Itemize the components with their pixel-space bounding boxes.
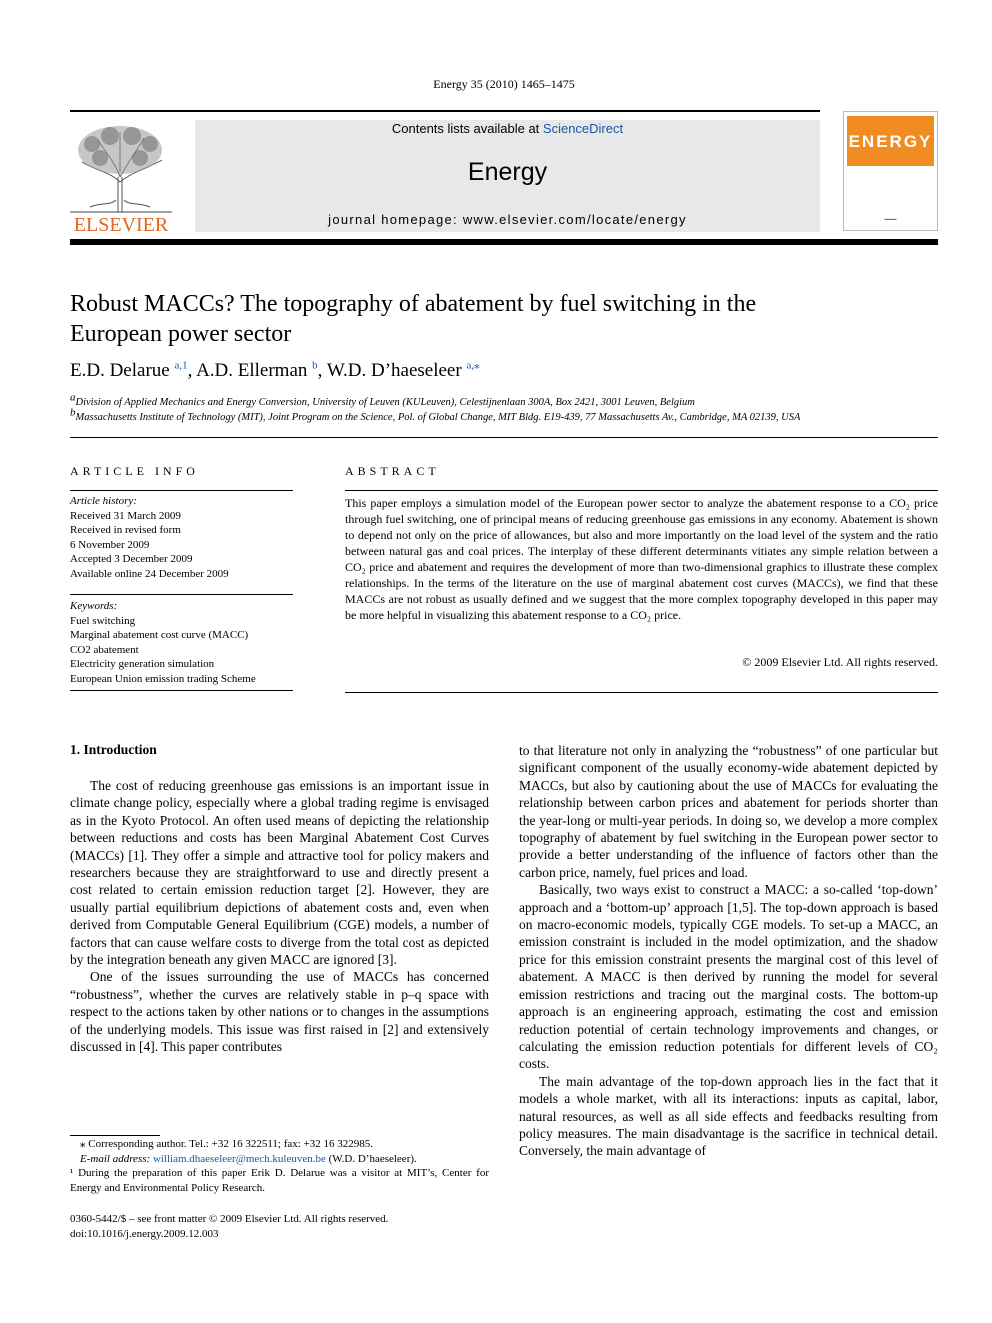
divider xyxy=(345,692,938,693)
divider xyxy=(70,690,293,691)
keywords-label: Keywords: xyxy=(70,600,118,612)
divider xyxy=(70,437,938,438)
history-item: Available online 24 December 2009 xyxy=(70,567,229,580)
keyword-item: European Union emission trading Scheme xyxy=(70,672,256,685)
cover-orange-band xyxy=(847,116,934,166)
author-separator: , xyxy=(317,360,327,381)
keywords xyxy=(70,599,293,686)
footnote-corresponding: ⁎ Corresponding author. Tel.: +32 16 322511; fax: +32 16 322985. xyxy=(80,1138,374,1150)
author-name[interactable]: A.D. Ellerman xyxy=(196,360,308,381)
footnote-1: ¹ During the preparation of this paper Erik D. Delarue was a visitor at MIT’s, Center for Energy and Environmental Policy Research. xyxy=(70,1167,489,1194)
keyword-item: Electricity generation simulation xyxy=(70,658,215,670)
journal-cover-thumbnail[interactable] xyxy=(843,111,938,231)
body-paragraph: Basically, two ways exist to construct a MACC: a so-called ‘top-down’ approach and a ‘bottom-up’ approach [1,5]. The top-down approach is based on macro-economic models, typically CGE models. To set-up a MACC, an emission constraint is included in the model optimization, and the shadow price for this emission constraint presents the marginal cost of this level of abatement. A MACC is then derived by running the model for several emission restrictions and tracing out the marginal costs. The bottom-up approach is an engineering approach, estimating the cost and emission reduction potential of certain technology improvements and changes, or calculating the emission reduction potentials for different levels of CO₂ costs. xyxy=(519,882,938,1072)
abstract-heading: ABSTRACT xyxy=(345,464,440,478)
abstract-copyright: © 2009 Elsevier Ltd. All rights reserved. xyxy=(742,655,938,669)
cover-publisher-mark: ▬▬▬ xyxy=(884,216,897,221)
sciencedirect-link[interactable]: ScienceDirect xyxy=(542,121,624,136)
elsevier-wordmark: ELSEVIER xyxy=(73,214,169,236)
journal-header-box xyxy=(195,120,820,232)
author-name[interactable]: E.D. Delarue xyxy=(70,360,170,381)
footnotes xyxy=(70,1137,489,1195)
contents-line xyxy=(195,121,820,136)
history-item: Accepted 3 December 2009 xyxy=(70,553,193,565)
bottom-info xyxy=(70,1212,489,1241)
history-item: 6 November 2009 xyxy=(70,538,150,551)
issn-line: 0360-5442/$ – see front matter © 2009 Elsevier Ltd. All rights reserved. xyxy=(70,1213,389,1225)
body-paragraph: One of the issues surrounding the use of MACCs has concerned “robustness”, whether the curves are relatively stable in p–q space with respect to the actions taken by other nations or to changes in the assumptions of the underlying models. This issue was first raised in [2] and extensively discussed in [4]. This paper contributes xyxy=(70,969,489,1055)
divider xyxy=(70,594,293,595)
author-affiliation-marker[interactable]: a,1 xyxy=(174,359,188,372)
body-column-left xyxy=(70,777,489,1056)
author-list xyxy=(70,360,480,382)
header-top-rule xyxy=(70,110,820,112)
footnote-rule xyxy=(70,1135,160,1136)
journal-name: Energy xyxy=(467,158,548,186)
journal-homepage[interactable]: journal homepage: www.elsevier.com/locate/energy xyxy=(328,212,687,227)
abstract-text: This paper employs a simulation model of the European power sector to analyze the abatement response to a CO₂ price through fuel switching, one of principal means of reducing greenhouse gas emissions in any economy. Abatement is shown to depend not only on the price of allowances, but also and more importantly on the load level of the system and the ratio between natural gas and coal prices. The interplay of these different determinants vitiates any simple relation between a CO₂ price and abatement and requires the development of more than two-dimensional graphics to illustrate these complex relationships. In the terms of the literature on the use of marginal abatement cost curves (MACCs), we find that these MACCs are not robust as usually defined and we suggest that the more complex topography developed in this paper may be more helpful in visualizing this abatement response to a CO₂ price. xyxy=(345,496,938,622)
author-name[interactable]: W.D. D’haeseleer xyxy=(326,360,462,381)
email-link[interactable]: william.dhaeseleer@mech.kuleuven.be xyxy=(152,1152,326,1165)
header-thick-rule xyxy=(70,239,938,245)
body-paragraph: The main advantage of the top-down approach lies in the fact that it models a whole market, with all its interactions: inputs as capital, labor, natural resources, as well as all side effects and feedbacks resulting from policy measures. The main disadvantage is the sacrifice in technical detail. Conversely, the main advantage of xyxy=(519,1073,938,1159)
history-label: Article history: xyxy=(70,495,137,507)
contents-prefix: Contents lists available at xyxy=(391,121,543,136)
keyword-item: Fuel switching xyxy=(70,614,136,627)
section-heading: 1. Introduction xyxy=(70,742,157,757)
article-history xyxy=(70,494,293,581)
body-column-right xyxy=(519,742,938,1160)
history-item: Received 31 March 2009 xyxy=(70,509,181,522)
doi-line[interactable]: doi:10.1016/j.energy.2009.12.003 xyxy=(70,1227,219,1240)
body-paragraph-continued: to that literature not only in analyzing the “robustness” of one particular but significant component of the usually economy-wide abatement depicted by MACCs, but also by cautioning about the use of MACCs for evaluating the relationship between carbon prices and abatement for periods shorter than the year-long or multi-year periods. In doing so, we develop a more complex topography of abatement by fuel switching in the European power sector to provide a better understanding of the influence of factors other than the carbon price, namely, fuel prices and load. xyxy=(519,743,938,880)
journal-citation: Energy 35 (2010) 1465–1475 xyxy=(433,77,575,91)
article-info-heading: ARTICLE INFO xyxy=(70,464,199,478)
keyword-item: CO2 abatement xyxy=(70,643,139,656)
divider xyxy=(345,490,938,491)
article-title: Robust MACCs? The topography of abatement by fuel switching in the European power sector xyxy=(70,291,757,347)
author-affiliation-marker[interactable]: a,⁎ xyxy=(466,359,480,372)
affiliation-item: $^a$Division of Applied Mechanics and Energy Conversion, University of Leuven (KULeuven), Celestijnenlaan 300A, Box 2421, 3001 Leuven, Belgium xyxy=(70,391,695,408)
affiliations xyxy=(70,391,950,425)
footnote-email: E-mail address: william.dhaeseleer@mech.kuleuven.be (W.D. D’haeseleer). xyxy=(80,1152,417,1165)
cover-title: ENERGY xyxy=(848,132,933,151)
author-affiliation-marker[interactable]: b xyxy=(312,359,318,372)
elsevier-logo[interactable] xyxy=(70,122,172,234)
elsevier-tree-icon xyxy=(70,122,172,214)
keyword-item: Marginal abatement cost curve (MACC) xyxy=(70,629,249,641)
affiliation-item: $^b$Massachusetts Institute of Technology (MIT), Joint Program on the Science, Pol. of Global Change, MIT Bldg. E19-439, 77 Massachusetts Av., Cambridge, MA 02139, USA xyxy=(70,406,801,423)
body-paragraph: The cost of reducing greenhouse gas emissions is an important issue in climate change policy, especially where a global trading regime is envisaged as in the Kyoto Protocol. An often used means of depicting the relationship between reductions and costs has been Marginal Abatement Cost Curves (MACCs) [1]. They offer a simple and attractive tool for policy makers and researchers because they are straightforward to use and directly present a cost related to certain emission reduction target [2]. However, they are usually partial equilibrium depictions of abatement costs and, even when derived from Computable General Equilibrium (CGE) models, a number of factors that can cause welfare costs to diverge from the total cost as depicted by the integration beneath any given MACC are ignored [3]. xyxy=(70,778,489,968)
divider xyxy=(70,490,293,491)
history-item: Received in revised form xyxy=(70,524,181,536)
author-separator: , xyxy=(187,360,197,381)
